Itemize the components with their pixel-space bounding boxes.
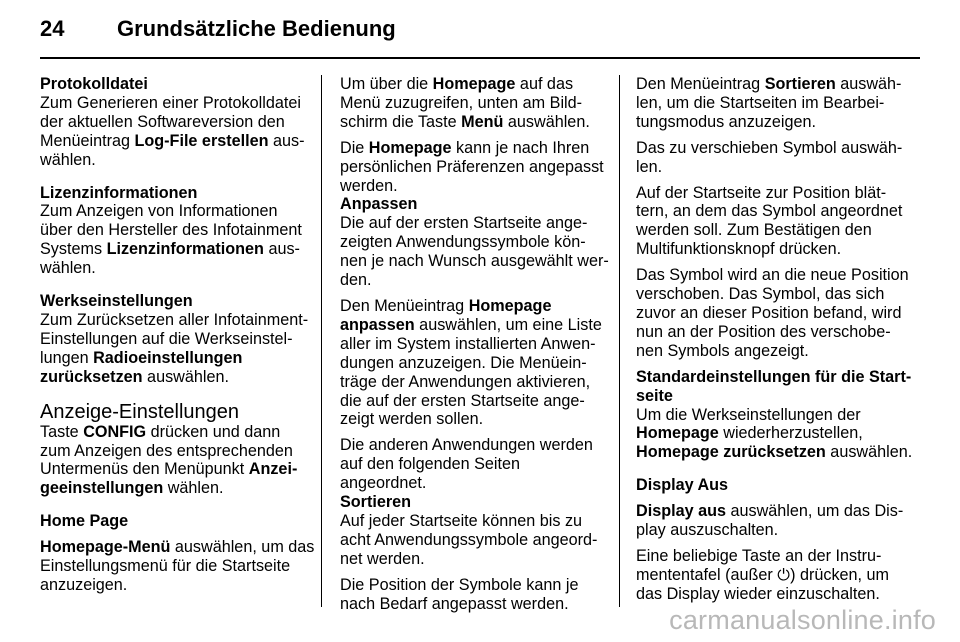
- paragraph-homepage-menu: Um über die Homepage auf das Menü zuzugreifen, unten am Bild- schirm die Taste Menü auswählen.: [340, 75, 590, 131]
- watermark: carmanualsonline.info: [669, 605, 936, 635]
- paragraph-protokolldatei: Zum Generieren einer Protokolldatei der aktuellen Softwareversion den Menüeintrag Log-File erstellen aus- wählen.: [40, 93, 305, 169]
- paragraph-homepage-anpassbar: Die Homepage kann je nach Ihren persönlichen Präferenzen angepasst werden.: [340, 138, 604, 195]
- paragraph-andere-anwendungen: Die anderen Anwendungen werden auf den folgenden Seiten angeordnet.: [340, 436, 593, 493]
- paragraph-symbol-verschoben: Das Symbol wird an die neue Position verschoben. Das Symbol, das sich zuvor an dieser Position befand, wird nun an der Position des verschobe- nen Symbols angezeigt.: [636, 266, 909, 360]
- paragraph-display-aus: Display aus auswählen, um das Dis- play auszuschalten.: [636, 502, 904, 540]
- section-heading-display-aus: Display Aus: [636, 476, 729, 495]
- paragraph-anpassen: Die auf der ersten Startseite ange- zeigten Anwendungssymbole kön- nen je nach Wunsch ausgewählt wer- den.: [340, 214, 609, 290]
- paragraph-position-symbole: Die Position der Symbole kann je nach Bedarf angepasst werden.: [340, 575, 579, 613]
- page-title: Grundsätzliche Bedienung: [117, 16, 396, 41]
- section-heading-anpassen: Anpassen: [340, 195, 418, 214]
- power-icon: ⏻: [777, 565, 791, 584]
- section-heading-werkseinstellungen: Werkseinstellungen: [40, 292, 193, 311]
- paragraph-symbol-auswaehlen: Das zu verschieben Symbol auswäh- len.: [636, 138, 903, 176]
- paragraph-home-page: Homepage-Menü auswählen, um das Einstellungsmenü für die Startseite anzuzeigen.: [40, 538, 315, 594]
- paragraph-werkseinstellungen: Zum Zurücksetzen aller Infotainment- Einstellungen auf die Werkseinstel- lungen Radioeinstellungen zurücksetzen auswählen.: [40, 310, 309, 386]
- paragraph-position-blaettern: Auf der Startseite zur Position blät- tern, an dem das Symbol angeordnet werden soll. Zum Bestätigen den Multifunktionsknopf drücken.: [636, 183, 903, 259]
- paragraph-anzeige-einstellungen: Taste CONFIG drücken und dann zum Anzeigen des entsprechenden Untermenüs den Menüpunkt Anzei- geeinstellungen wählen.: [40, 422, 298, 498]
- paragraph-sortieren: Auf jeder Startseite können bis zu acht Anwendungssymbole angeord- net werden.: [340, 511, 598, 568]
- column-divider: [619, 75, 620, 607]
- paragraph-homepage-anpassen: Den Menüeintrag Homepage anpassen auswählen, um eine Liste aller im System installierten Anwen- dungen anzuzeigen. Die Menüein- träge der Anwendungen aktivieren, die auf der ersten Startseite ange- zeigt werden sollen.: [340, 296, 602, 429]
- section-heading-protokolldatei: Protokolldatei: [40, 75, 148, 93]
- paragraph-sortieren-menu: Den Menüeintrag Sortieren auswäh- len, um die Startseiten im Bearbei- tungsmodus anzuzeigen.: [636, 75, 902, 131]
- section-heading-lizenzinformationen: Lizenzinformationen: [40, 183, 198, 202]
- section-heading-sortieren: Sortieren: [340, 493, 412, 512]
- page-number: 24: [40, 16, 65, 41]
- column-divider: [321, 75, 322, 607]
- section-heading-standardeinstellungen: Standardeinstellungen für die Start- seite: [636, 367, 912, 405]
- column-1: [40, 75, 315, 595]
- paragraph-standardeinstellungen: Um die Werkseinstellungen der Homepage wiederherzustellen, Homepage zurücksetzen auswählen.: [636, 405, 913, 462]
- section-heading-home-page: Home Page: [40, 512, 129, 531]
- column-2: [340, 75, 610, 613]
- paragraph-display-einschalten: Eine beliebige Taste an der Instru- mententafel (außer ⏻) drücken, um das Display wieder einzuschalten.: [636, 546, 890, 603]
- column-3: [636, 75, 916, 604]
- header-rule: [40, 57, 920, 59]
- paragraph-lizenzinformationen: Zum Anzeigen von Informationen über den Hersteller des Infotainment Systems Lizenzinformationen aus- wählen.: [40, 202, 302, 278]
- section-heading-anzeige-einstellungen: Anzeige-Einstellungen: [40, 400, 240, 423]
